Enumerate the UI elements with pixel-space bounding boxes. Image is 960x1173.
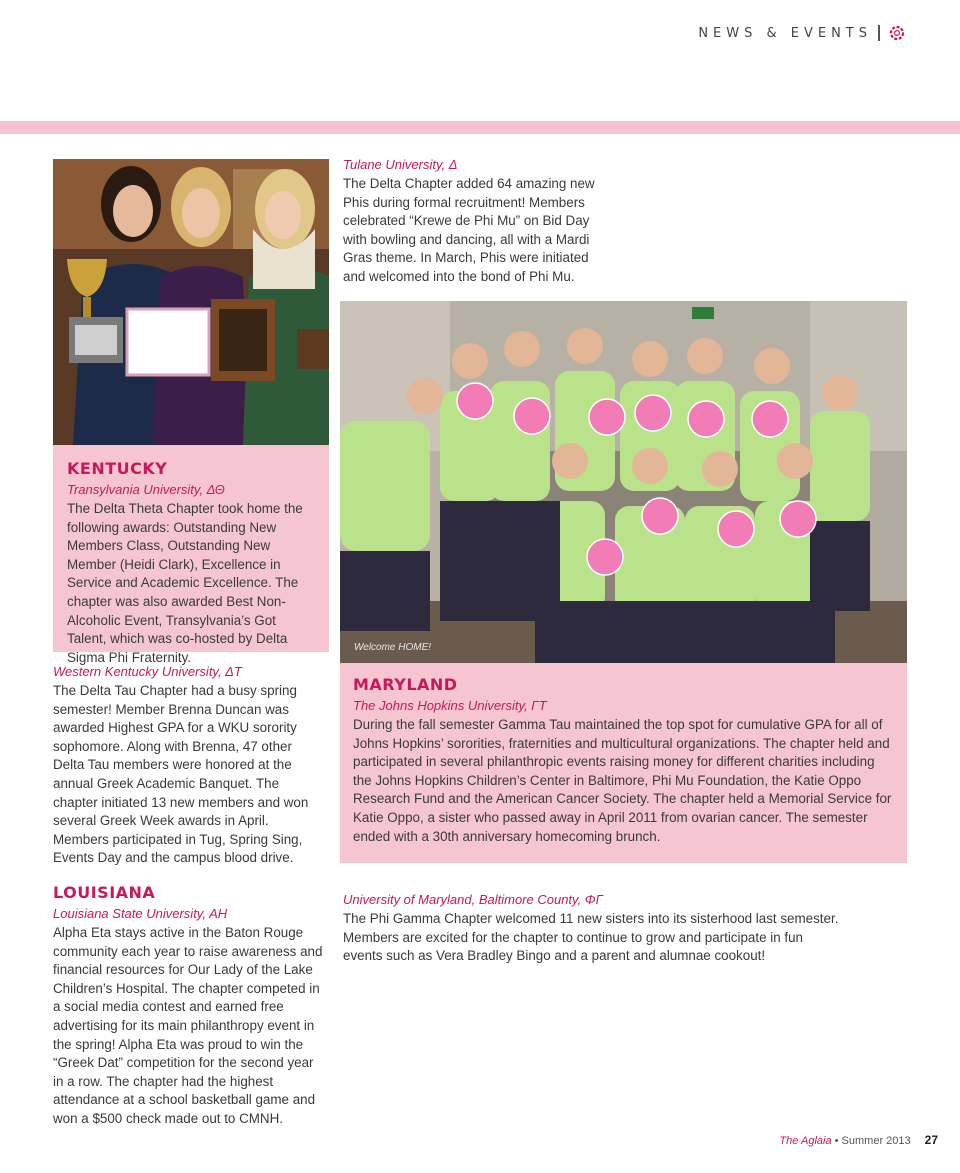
section-title: NEWS & EVENTS [698,25,872,41]
university-name-johns-hopkins: The Johns Hopkins University, ΓT [353,698,547,713]
umbc-paragraph: The Phi Gamma Chapter welcomed 11 new sisters into its sisterhood last semester. Members are excited for the chapter to continue to grow and participate in fun events such as Vera Bradley Bingo and a parent and alumnae cookout! [343,911,839,964]
louisiana-section [53,883,323,1129]
university-name-transylvania: Transylvania University, ΔΘ [67,482,225,497]
western-kentucky-paragraph: The Delta Tau Chapter had a busy spring semester! Member Brenna Duncan was awarded Highest GPA for a WKU sorority sophomore. Along with Brenna, 47 other Delta Tau members were honored at the annual Greek Academic Banquet. The chapter initiated 13 new members and won several Greek Week awards in April. Members participated in Tug, Spring Sing, Events Day and the campus blood drive. [53,683,309,866]
state-heading-louisiana: LOUISIANA [53,883,156,902]
kentucky-box [53,445,329,665]
kentucky-paragraph: The Delta Theta Chapter took home the following awards: Outstanding New Members Class, Outstanding New Member (Heidi Clark), Excellence in Service and Academic Excellence. The chapter was also awarded Best Non-Alcoholic Event, Transylvania’s Got Talent, which was co-hosted by Delta Sigma Phi Fraternity. [67,501,303,665]
page-number: 27 [924,1133,938,1147]
university-name-lsu: Louisiana State University, AH [53,906,228,921]
tulane-paragraph: The Delta Chapter added 64 amazing new Phis during formal recruitment! Members celebrated “Krewe de Phi Mu” on Bid Day with bowling and dancing, all with a Mardi Gras theme. In March, Phis were initiated and welcomed into the bond of Phi Mu. [343,176,595,284]
phi-mu-flower-icon [888,24,906,42]
university-name-tulane: Tulane University, Δ [343,157,458,172]
photo-group-welcome-home [340,301,907,663]
magazine-title: The Aglaia [779,1135,832,1147]
group-photo-illustration [340,301,907,663]
issue-label: • Summer 2013 [831,1135,911,1147]
university-name-umbc: University of Maryland, Baltimore County, ΦΓ [343,892,604,907]
page-footer [779,1133,938,1147]
louisiana-paragraph: Alpha Eta stays active in the Baton Rouge community each year to raise awareness and financial resources for Our Lady of the Lake Children’s Hospital. The chapter competed in a social media contest and earned free advertising for its main philanthropy event in the spring! Alpha Eta was proud to win the “Greek Dat” competition for the second year in a row. The chapter had the highest attendance at a school basketball game and won a $500 check made out to CMNH. [53,925,323,1126]
header-divider [878,25,880,41]
section-header [698,24,906,42]
tulane-section [343,157,607,287]
maryland-box [340,663,907,863]
pink-band [0,121,960,134]
western-kentucky-section [53,664,321,868]
university-name-western-kentucky: Western Kentucky University, ΔT [53,664,242,679]
state-heading-kentucky: KENTUCKY [67,459,168,478]
state-heading-maryland: MARYLAND [353,675,458,694]
maryland-paragraph: During the fall semester Gamma Tau maintained the top spot for cumulative GPA for all of Johns Hopkins’ sororities, fraternities and multicultural organizations. The chapter held and participated in several philanthropic events raising money for different charities including the Johns Hopkins Children’s Center in Baltimore, Phi Mu Foundation, the Katie Oppo Research Fund and the American Cancer Society. The chapter held a Memorial Service for Katie Oppo, a sister who passed away in April 2011 from ovarian cancer. The semester ended with a 30th anniversary homecoming brunch. [353,717,892,844]
umbc-section [343,892,843,966]
sign-caption: Welcome HOME! [354,642,432,653]
photo-award-winners [53,159,329,445]
